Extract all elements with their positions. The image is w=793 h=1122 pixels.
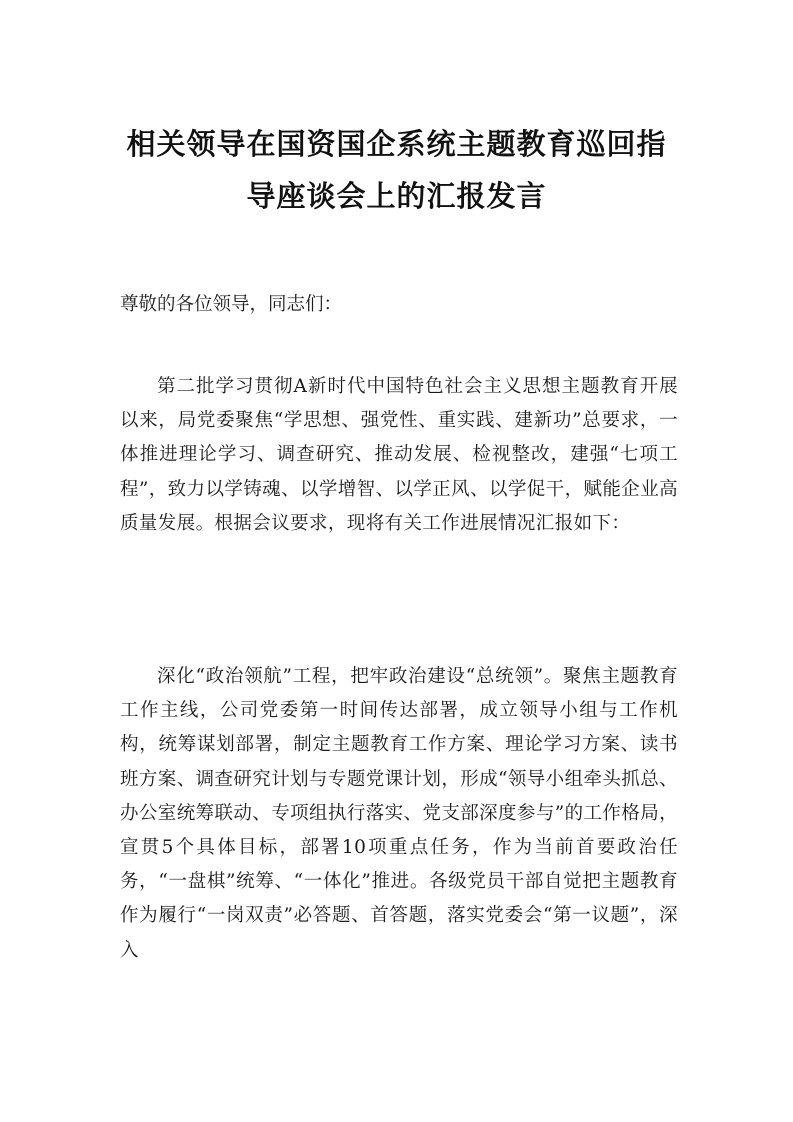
salutation: 尊敬的各位领导，同志们： (120, 294, 343, 315)
title-line-2: 导座谈会上的汇报发言 (246, 179, 547, 213)
body-paragraph-1: 第二批学习贯彻A新时代中国特色社会主义思想主题教育开展以来，局党委聚焦“学思想、强党性、重实践、建新功”总要求，一体推进理论学习、调查研究、推动发展、检视整改，建强“七项工程”，致力以学铸魂、以学增智、以学正风、以学促干，赋能企业高质量发展。根据会议要求，现将有关工作进展情况汇报如下： (120, 376, 678, 534)
body-paragraph-2: 深化“政治领航”工程，把牢政治建设“总统领”。聚焦主题教育工作主线，公司党委第一时间传达部署，成立领导小组与工作机构，统筹谋划部署，制定主题教育工作方案、理论学习方案、读书班方案、调查研究计划与专题党课计划，形成“领导小组牵头抓总、办公室统筹联动、专项组执行落实、党支部深度参与”的工作格局，宣贯5个具体目标，部署10项重点任务，作为当前首要政治任务，“一盘棋”统筹、“一体化”推进。各级党员干部自觉把主题教育作为履行“一岗双责”必答题、首答题，落实党委会“第一议题”，深入 (120, 666, 678, 961)
document-title (100, 118, 693, 222)
title-line-1: 相关领导在国资国企系统主题教育巡回指 (126, 127, 667, 161)
